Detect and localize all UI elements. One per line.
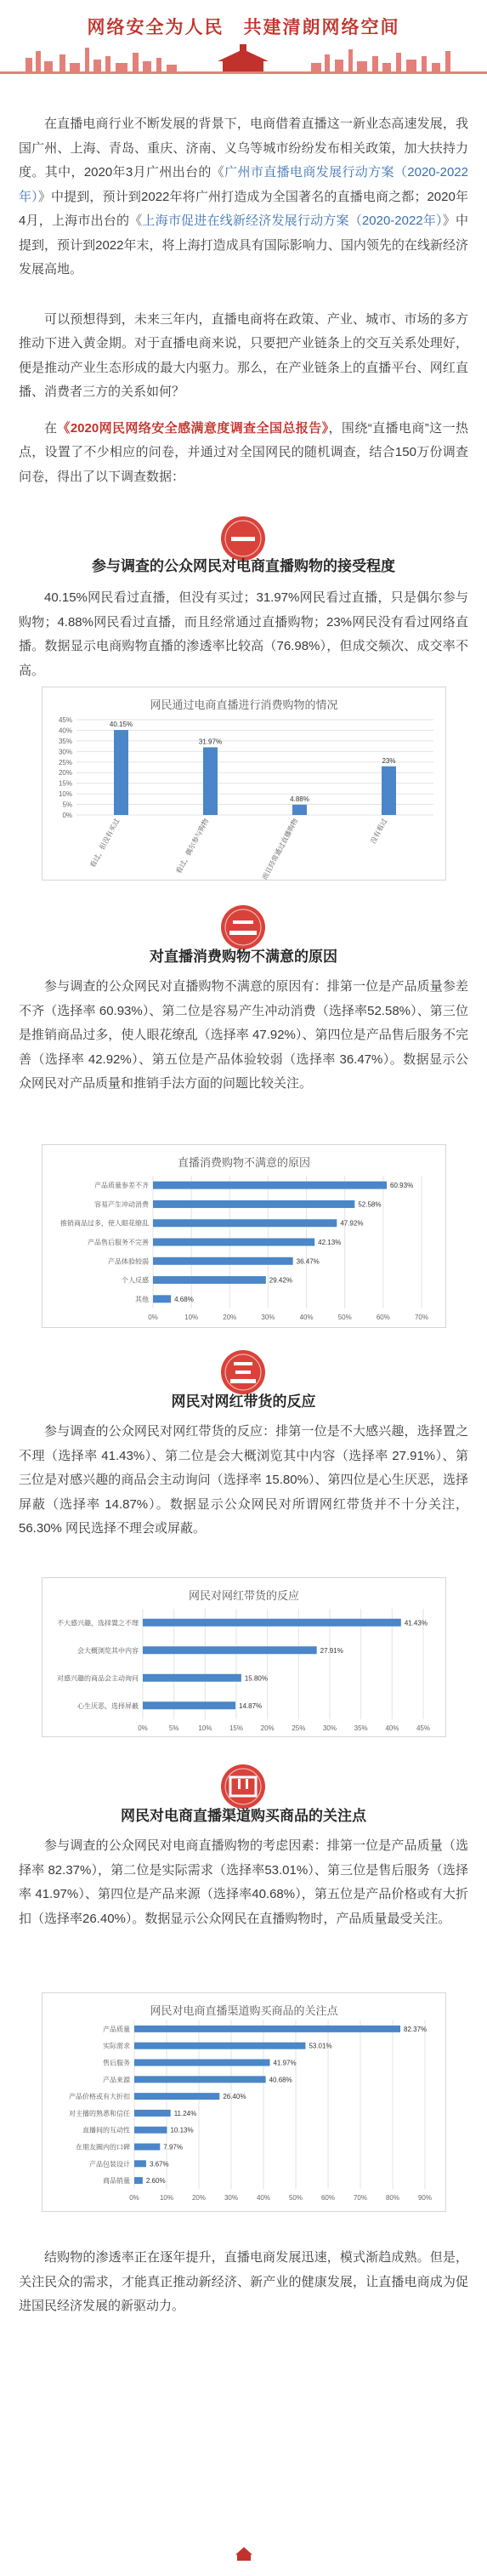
y-tick-label: 产品质量参差不齐 xyxy=(94,1182,149,1190)
city-skyline-banner xyxy=(0,43,487,77)
policy-link-shanghai[interactable]: 上海市促进在线新经济发展行动方案（2020-2022年） xyxy=(142,214,443,228)
bar xyxy=(143,1619,401,1627)
y-tick-label: 10% xyxy=(58,790,72,799)
data-label: 52.58% xyxy=(358,1200,382,1209)
closing-paragraph: 结购物的渗透率正在逐年提升，直播电商发展迅速，模式渐趋成熟。但是，关注民众的需求，才能真正推动新经济、新产业的健康发展，让直播电商成为促进国民经济发展的新驱动力。 xyxy=(19,2250,468,2313)
x-tick-label: 70% xyxy=(414,1314,429,1321)
data-label: 15.80% xyxy=(244,1674,269,1683)
data-label: 40.68% xyxy=(269,2076,292,2084)
bar xyxy=(153,1257,293,1265)
chart-2-box xyxy=(42,1144,446,1328)
bar xyxy=(143,1674,241,1682)
chart-2-bar-chart xyxy=(42,1145,445,1327)
y-tick-label: 商品销量 xyxy=(103,2177,130,2186)
section-3-title: 网民对网红带货的反应 xyxy=(171,1393,316,1410)
y-tick-label: 0% xyxy=(62,812,72,819)
x-tick-label: 25% xyxy=(292,1724,306,1732)
x-tick-label: 40% xyxy=(256,2194,271,2202)
chart-1-box xyxy=(42,687,446,881)
y-tick-label: 其他 xyxy=(135,1295,149,1303)
bar xyxy=(153,1295,171,1302)
bar xyxy=(153,1239,314,1246)
chart-1-title: 网民通过电商直播进行消费购物的情况 xyxy=(150,699,338,712)
x-tick-label: 看过，但没有买过 xyxy=(88,817,122,869)
x-tick-label: 10% xyxy=(159,2194,174,2202)
intro-p1-part: 在直播电商行业不断发展的背景下，电商借着直播这一新业态高速发展，我国广州、上海、青岛、重庆、济南、义乌等城市纷纷发布相关政策，加大扶持力度。其中，2020年3月广州出台的《 xyxy=(19,117,468,180)
y-tick-label: 产品售后服务不完善 xyxy=(88,1239,149,1246)
section-4 xyxy=(0,1763,487,1926)
y-tick-label: 20% xyxy=(58,769,72,778)
x-tick-label: 40% xyxy=(385,1724,399,1732)
bar xyxy=(143,1646,317,1654)
bar xyxy=(153,1219,337,1227)
data-label: 53.01% xyxy=(309,2042,332,2050)
intro-paragraph-2: 可以预想得到，未来三年内，直播电商将在政策、产业、城市、市场的多方推动下进入黄金期。对于直播电商来说，只要把产业链条上的交互关系处理好，便是推动产业生态形成的最大内驱力。那么，在产业链条上的直播平台、网红直播、消费者三方的关系如何？ xyxy=(19,311,468,399)
y-tick-label: 产品来源 xyxy=(103,2076,130,2084)
bar xyxy=(292,805,307,815)
y-tick-label: 对主播的熟悉和信任 xyxy=(69,2109,130,2117)
x-tick-label: 看过，偶尔参与购物 xyxy=(174,817,211,875)
y-tick-label: 产品质量 xyxy=(103,2025,130,2033)
y-tick-label: 推销商品过多，使人眼花缭乱 xyxy=(60,1219,149,1228)
bar xyxy=(134,2093,219,2100)
section-3 xyxy=(0,1348,487,1536)
bar xyxy=(134,2060,269,2066)
y-tick-label: 产品价格或有大折扣 xyxy=(69,2093,130,2101)
data-label: 31.97% xyxy=(198,738,223,746)
x-tick-label: 10% xyxy=(198,1724,212,1732)
data-label: 41.43% xyxy=(404,1619,428,1627)
bar xyxy=(134,2110,171,2117)
header-title: 网络安全为人民 共建清朗网络空间 xyxy=(87,16,400,37)
bar xyxy=(134,2160,146,2167)
data-label: 36.47% xyxy=(296,1257,320,1266)
x-tick-label: 50% xyxy=(337,1314,352,1321)
x-tick-label: 50% xyxy=(288,2194,303,2202)
x-tick-label: 40% xyxy=(299,1314,314,1321)
bar xyxy=(153,1276,266,1284)
data-label: 47.92% xyxy=(340,1219,364,1228)
x-tick-label: 10% xyxy=(184,1314,199,1321)
section-2-title: 对直播消费购物不满意的原因 xyxy=(150,949,337,965)
y-tick-label: 产品体验较弱 xyxy=(108,1257,149,1266)
x-tick-label: 30% xyxy=(322,1724,337,1732)
y-tick-label: 会大概浏览其中内容 xyxy=(77,1646,139,1655)
data-label: 14.87% xyxy=(239,1701,263,1710)
bar xyxy=(143,1701,235,1709)
x-tick-label: 20% xyxy=(223,1314,237,1321)
chart-4-bar-chart xyxy=(42,1993,445,2211)
x-tick-label: 看过，而且经常通过直播购物 xyxy=(251,817,300,880)
section-1 xyxy=(0,515,487,678)
x-tick-label: 20% xyxy=(191,2194,207,2202)
x-tick-label: 60% xyxy=(320,2194,336,2202)
article-header xyxy=(0,0,487,78)
data-label: 40.15% xyxy=(109,721,133,729)
bar xyxy=(134,2076,266,2083)
x-tick-label: 0% xyxy=(129,2194,139,2202)
x-tick-label: 45% xyxy=(416,1724,431,1732)
data-label: 4.68% xyxy=(174,1295,194,1303)
data-label: 3.67% xyxy=(149,2160,169,2169)
y-tick-label: 售后服务 xyxy=(103,2059,130,2067)
y-tick-label: 25% xyxy=(58,758,72,767)
data-label: 23% xyxy=(382,756,396,765)
data-label: 4.88% xyxy=(290,795,309,803)
data-label: 27.91% xyxy=(320,1646,343,1655)
y-tick-label: 个人反感 xyxy=(122,1276,149,1285)
x-tick-label: 0% xyxy=(138,1724,148,1732)
chart-1-bar-chart xyxy=(42,687,445,880)
y-tick-label: 35% xyxy=(58,737,72,745)
y-tick-label: 对感兴趣的商品会主动询问 xyxy=(57,1674,139,1683)
data-label: 10.13% xyxy=(170,2126,194,2134)
y-tick-label: 不大感兴趣，选择置之不理 xyxy=(57,1619,139,1627)
data-label: 60.93% xyxy=(390,1182,414,1190)
chart-2-title: 直播消费购物不满意的原因 xyxy=(177,1157,310,1170)
bar xyxy=(203,747,218,815)
x-tick-label: 90% xyxy=(417,2194,433,2202)
section-1-text: 40.15%网民看过直播，但没有买过；31.97%网民看过直播，只是偶尔参与购物；4.88%网民看过直播，而且经常通过直播购物；23%网民没有看过网络直播。数据显示电商购物直播的渗透率比较高（76.98%），但成交频次、成交率不高。 xyxy=(19,590,468,678)
chart-3-box xyxy=(42,1577,446,1737)
bar xyxy=(134,2127,167,2134)
x-tick-label: 15% xyxy=(229,1724,244,1732)
intro-p3-part: ，围绕“直播电商”这一热点，设置了不少相应的问卷，并通过对全国网民的随机调查，结合150万份调查问卷，得出了以下调查数据： xyxy=(19,420,468,484)
y-tick-label: 15% xyxy=(58,779,72,788)
chart-4-title: 网民对电商直播渠道购买商品的关注点 xyxy=(150,2005,338,2018)
data-label: 11.24% xyxy=(173,2109,197,2117)
bar xyxy=(134,2144,160,2151)
y-tick-label: 容易产生冲动消费 xyxy=(94,1200,149,1209)
x-tick-label: 0% xyxy=(148,1314,158,1321)
intro-paragraph-3 xyxy=(0,417,487,490)
footer-ornament-icon xyxy=(235,2544,253,2562)
intro-paragraph-1 xyxy=(0,112,487,282)
y-tick-label: 心生厌恶，选择屏蔽 xyxy=(77,1701,139,1710)
intro-p1-part: 》中提到，预计到2022年将广州打造成为全国著名的直播电商之都；2020年4月，上海市出台的《 xyxy=(19,189,468,228)
x-tick-label: 5% xyxy=(168,1724,179,1732)
y-tick-label: 45% xyxy=(58,716,72,724)
bar xyxy=(134,2026,400,2032)
report-title: 《2020网民网络安全感满意度调查全国总报告》 xyxy=(57,420,329,436)
y-tick-label: 实际需求 xyxy=(103,2042,130,2050)
intro-p3-part: 在 xyxy=(44,420,58,436)
x-tick-label: 30% xyxy=(261,1314,275,1321)
section-4-title: 网民对电商直播渠道购买商品的关注点 xyxy=(121,1808,366,1824)
x-tick-label: 没有看过 xyxy=(369,817,389,846)
bar xyxy=(153,1182,387,1189)
data-label: 7.97% xyxy=(163,2143,183,2151)
section-4-text: 参与调查的公众网民对电商直播购物的考虑因素：排第一位是产品质量（选择率 82.37%），第二位是实际需求（选择率53.01%）、第三位是售后服务（选择率 41.97%）、第四位是产品来源（选择率40.68%），第五位是产品价格或有大折扣（选择率26.40%）。数据显示公众网民在直播购物时，产品质量最受关注。 xyxy=(19,1838,468,1926)
chart-4-box xyxy=(42,1992,446,2212)
data-label: 82.37% xyxy=(404,2025,428,2033)
bar xyxy=(134,2177,143,2184)
intro-p1-part: 》中提到，预计到2022年末，将上海打造成具有国际影响力、国内领先的在线新经济发展高地。 xyxy=(19,214,468,276)
section-1-title: 参与调查的公众网民对电商直播购物的接受程度 xyxy=(92,558,395,574)
x-tick-label: 80% xyxy=(385,2194,400,2202)
data-label: 29.42% xyxy=(269,1276,292,1285)
y-tick-label: 直播间的互动性 xyxy=(82,2126,130,2134)
data-label: 2.60% xyxy=(145,2177,166,2186)
y-tick-label: 30% xyxy=(58,748,72,756)
data-label: 26.40% xyxy=(223,2093,246,2101)
bar xyxy=(382,767,396,815)
y-tick-label: 在朋友圈内的口碑 xyxy=(76,2143,130,2151)
y-tick-label: 产品包装设计 xyxy=(89,2160,130,2169)
data-label: 42.13% xyxy=(318,1239,342,1246)
section-2 xyxy=(0,903,487,1091)
section-2-text: 参与调查的公众网民对直播购物不满意的原因有：排第一位是产品质量参差不齐（选择率 60.93%）、第二位是容易产生冲动消费（选择率52.58%）、第三位是推销商品过多，使人眼花缭乱（选择率 47.92%）、第四位是产品售后服务不完善（选择率 42.92%）、第五位是产品体验较弱（选择率 36.47%）。数据显示公众网民对产品质量和推销手法方面的问题比较关注。 xyxy=(19,979,468,1091)
data-label: 41.97% xyxy=(273,2059,297,2067)
chart-3-title: 网民对网红带货的反应 xyxy=(188,1590,299,1603)
policy-link-guangzhou[interactable]: 广州市直播电商发展行动方案（2020-2022年） xyxy=(19,165,468,204)
bar xyxy=(134,2043,305,2049)
x-tick-label: 35% xyxy=(354,1724,368,1732)
bar xyxy=(153,1200,354,1208)
y-tick-label: 5% xyxy=(62,801,72,809)
x-tick-label: 60% xyxy=(376,1314,390,1321)
x-tick-label: 20% xyxy=(260,1724,275,1732)
y-tick-label: 40% xyxy=(58,727,72,735)
bar xyxy=(114,730,128,815)
x-tick-label: 70% xyxy=(353,2194,368,2202)
x-tick-label: 30% xyxy=(224,2194,239,2202)
section-3-text: 参与调查的公众网民对网红带货的反应：排第一位是不大感兴趣，选择置之不理（选择率 41.43%）、第二位是会大概浏览其中内容（选择率 27.91%）、第三位是对感兴趣的商品会主动询问（选择率 15.80%）、第四位是心生厌恶，选择屏蔽（选择率 14.87%）。数据显示公众网民对所谓网红带货并不十分关注，56.30% 网民选择不理会或屏蔽。 xyxy=(19,1424,468,1536)
